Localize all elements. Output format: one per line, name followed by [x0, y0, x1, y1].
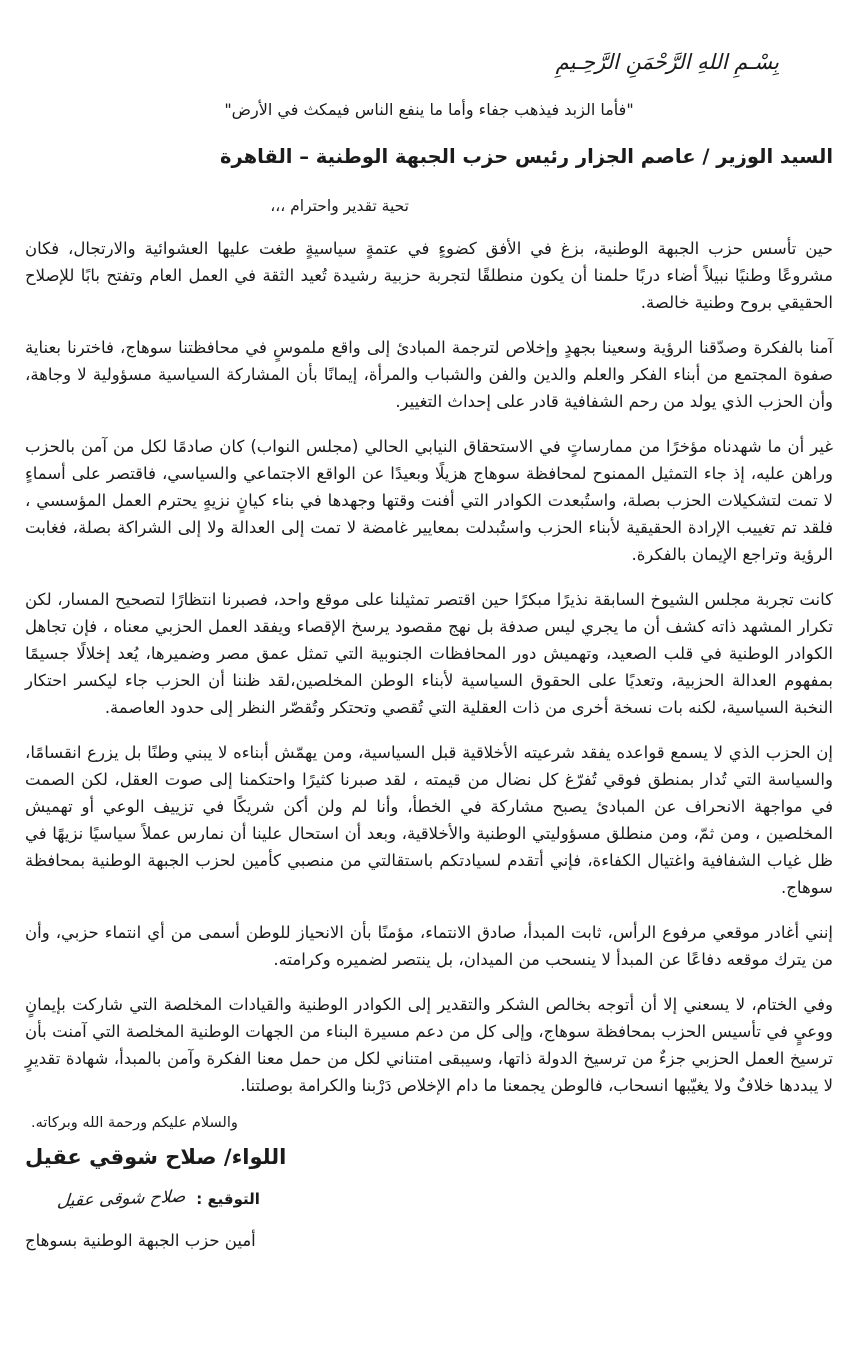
signer-title: أمين حزب الجبهة الوطنية بسوهاج — [25, 1231, 256, 1251]
paragraph-senate-experience: كانت تجربة مجلس الشيوخ السابقة نذيرًا مبكرًا حين اقتصر تمثيلنا على موقع واحد، فصبرنا انتظارًا لتصحيح المسار، لكن تكرار المشهد ذاته كشف أن ما يجري ليس صدفة بل نهج مقصود يرسخ الإقصاء ويفقد العمل الحزبي معناه ، فإن تجاهل الكوادر الوطنية في قلب الصعيد، وتهميش دور المحافظات الجنوبية التي تمثل عمق مصر وضميرها، يُعد إخلالًا جسيمًا بمفهوم العدالة الحزبية، وتعديًا على الحقوق السياسية لأبناء الوطن المخلصين،لقد ظننا أن الحزب جاء ليكسر احتكار النخبة السياسية، لكنه بات نسخة أخرى من ذات العقلية التي تُقصي وتحتكر وتُقصّر النظر إلى حدود العاصمة. — [25, 590, 833, 718]
signature-row — [25, 1187, 833, 1212]
paragraph-practices: غير أن ما شهدناه مؤخرًا من ممارساتٍ في الاستحقاق النيابي الحالي (مجلس النواب) كان صادمًا لكل من آمن بالحزب وراهن عليه، إذ جاء التمثيل الممنوح لمحافظة سوهاج هزيلًا وبعيدًا عن الواقع الاجتماعي والسياسي، فاقتصر على أسماءٍ لا تمت لتشكيلات الحزب بصلة، واستُبعدت الكوادر التي أفنت وقتها وجهدها في بناء كيانٍ نزيهٍ يحترم العمل المؤسسي ، فلقد تم تغييب الإرادة الحقيقية لأبناء الحزب واستُبدلت بمعايير غامضة لا تمت إلى العدالة ولا إلى الشراكة بصلة، فغابت الرؤية وتراجع الإيمان بالفكرة. — [25, 437, 833, 565]
paragraph-belief: آمنا بالفكرة وصدّقنا الرؤية وسعينا بجهدٍ وإخلاص لترجمة المبادئ إلى واقع ملموسٍ في محافظتنا سوهاج، فاخترنا بعناية صفوة المجتمع من أبناء الفكر والعلم والدين والفن والشباب والمرأة، إيمانًا بأن المشاركة السياسية مسؤولية لا وجاهة، وأن الحزب الذي يولد من رحم الشفافية قادر على إحداث التغيير. — [25, 338, 833, 412]
addressee-line: السيد الوزير / عاصم الجزار رئيس حزب الجبهة الوطنية – القاهرة — [219, 145, 833, 168]
quran-quote: "فأما الزبد فيذهب جفاء وأما ما ينفع الناس فيمكث في الأرض" — [224, 100, 634, 119]
handwritten-signature: صلاح شوقى عقيل — [56, 1187, 187, 1212]
greeting-line: تحية تقدير واحترام ،،، — [270, 197, 409, 216]
paragraph-founding: حين تأسس حزب الجبهة الوطنية، بزغ في الأفق كضوءٍ في عتمةٍ سياسيةٍ طغت عليها العشوائية والارتجال، فكان مشروعًا وطنيًا نبيلاً أضاء دربًا حلمنا أن يكون منطلقًا لتجربة حزبية رشيدة تُعيد الثقة في العمل العام وتفتح بابًا للإصلاح الحقيقي بروح وطنية خالصة. — [25, 239, 833, 313]
signer-name: اللواء/ صلاح شوقي عقيل — [25, 1145, 287, 1170]
bismillah-calligraphy: بِسْـمِ اللهِ الرَّحْمَنِ الرَّحِـيمِ — [555, 50, 779, 74]
closing-salutation: والسلام عليكم ورحمة الله وبركاته. — [31, 1115, 238, 1132]
paragraph-resignation: إن الحزب الذي لا يسمع قواعده يفقد شرعيته الأخلاقية قبل السياسية، ومن يهمّش أبناءه لا يبني وطنًا بل يزرع انقسامًا، والسياسة التي تُدار بمنطق فوقي تُفرّغ كل نضال من قيمته ، لقد صبرنا كثيرًا واحتكمنا إلى صوت العقل، لكن الصمت في مواجهة الانحراف عن المبادئ يصبح مشاركة في الخطأ، وأنا لم ولن أكن شريكًا في تزييف الوعي أو تهميش المخلصين ، ومن ثمّ، ومن منطلق مسؤوليتي الوطنية والأخلاقية، وبعد أن استحال علينا أن نمارس عملاً سياسيًا نزيهًا في ظل غياب الشفافية واغتيال الكفاءة، فإني أتقدم لسيادتكم باستقالتي من منصبي كأمين لحزب الجبهة الوطنية بمحافظة سوهاج. — [25, 743, 833, 898]
paragraph-departure: إنني أغادر موقعي مرفوع الرأس، ثابت المبدأ، صادق الانتماء، مؤمنًا بأن الانحياز للوطن أسمى من أي انتماء حزبي، وأن من يترك موقعه دفاعًا عن المبدأ لا ينسحب من الميدان، بل ينتصر لضميره وكرامته. — [25, 923, 833, 970]
paragraph-thanks: وفي الختام، لا يسعني إلا أن أتوجه بخالص الشكر والتقدير إلى الكوادر الوطنية والقيادات المخلصة التي شاركت بإيمانٍ ووعيٍ في تأسيس الحزب بمحافظة سوهاج، وإلى كل من دعم مسيرة البناء من الجهات الوطنية المخلصة التي آمنت بأن ترسيخ العمل الحزبي جزءٌ من ترسيخ الدولة ذاتها، وسيبقى امتناني لكل من حمل معنا الفكرة وآمن بالمبدأ، شهادة تقديرٍ لا يبددها خلافٌ ولا يغيّبها انسحاب، فالوطن يجمعنا ما دام الإخلاص دَرْبنا والكرامة بوصلتنا. — [25, 995, 833, 1096]
signature-label: التوقيع : — [196, 1190, 260, 1209]
